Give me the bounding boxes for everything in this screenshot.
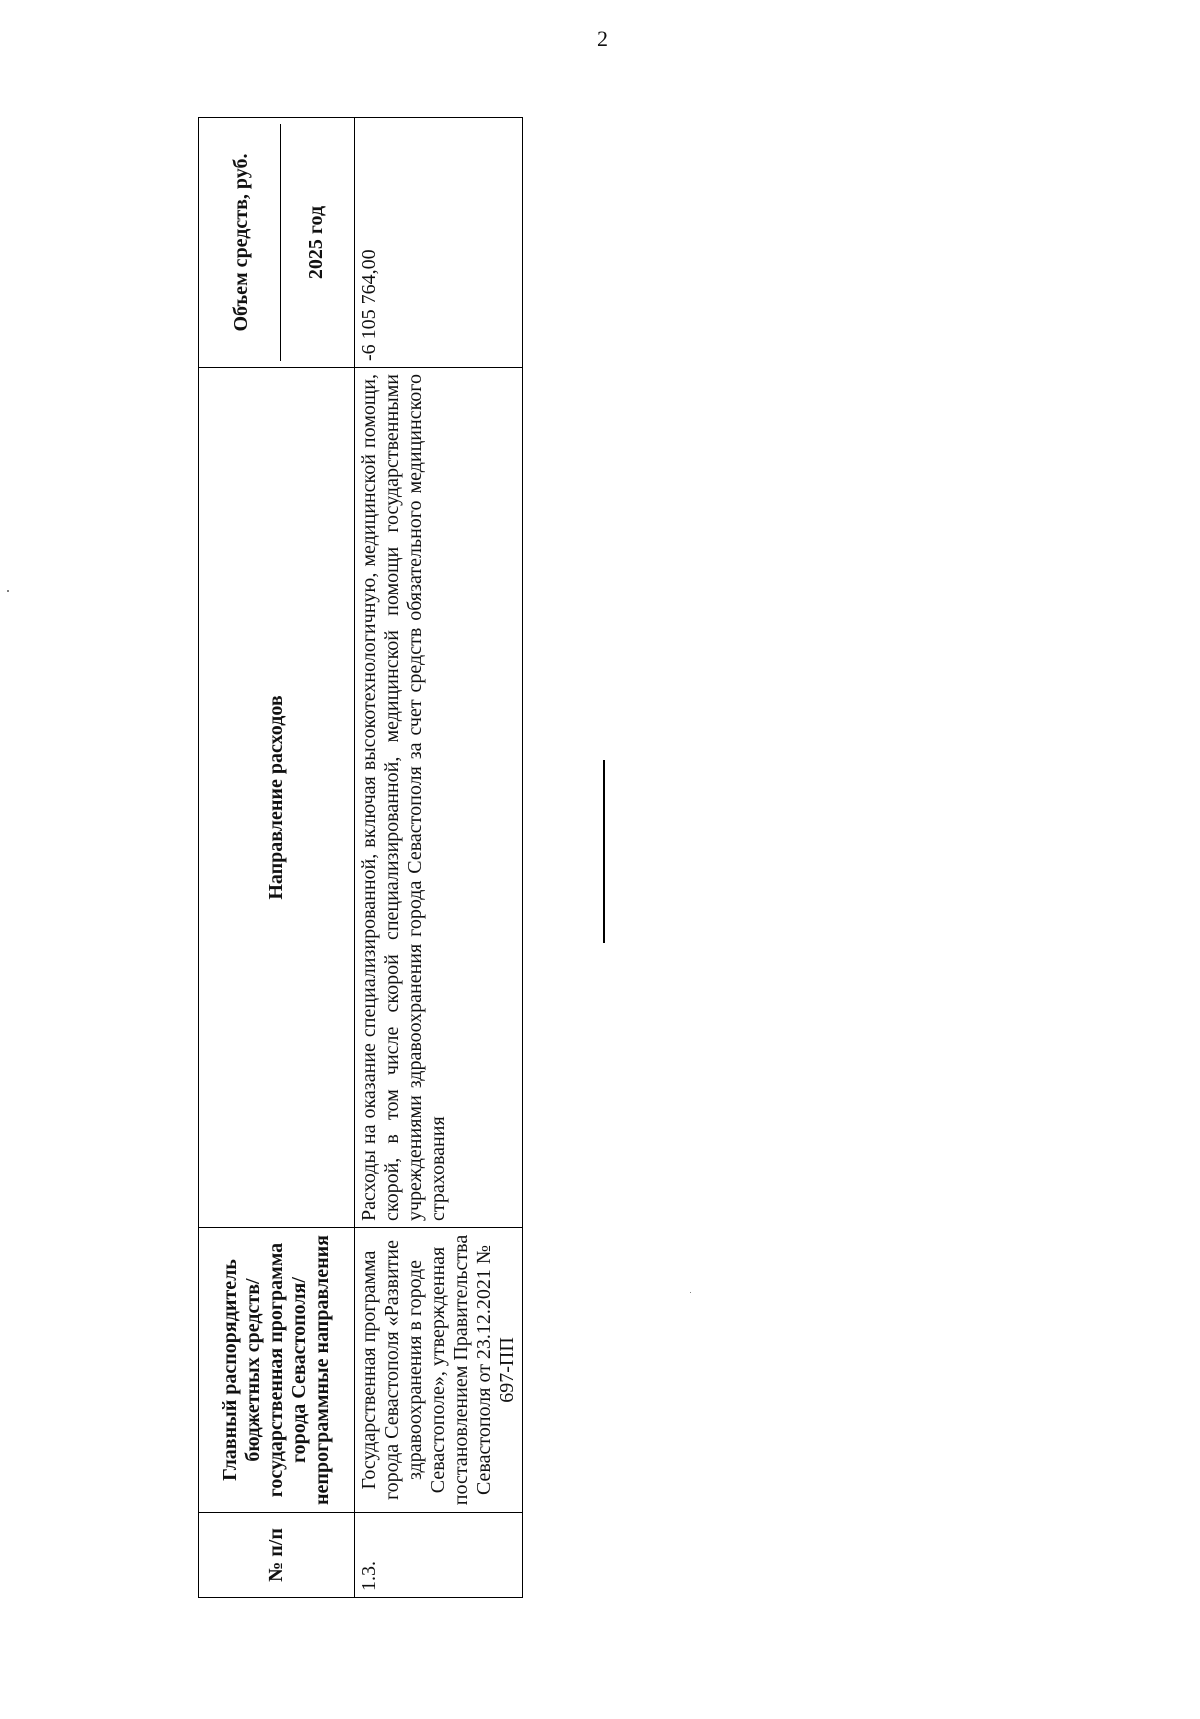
- page-number: 2: [597, 26, 608, 51]
- row-num: 1.3.: [355, 1513, 523, 1598]
- scan-speck: [7, 590, 9, 592]
- header-num: № п/п: [199, 1513, 355, 1598]
- scan-speck: [690, 1292, 691, 1293]
- row-volume: -6 105 764,00: [355, 118, 523, 368]
- header-volume-year: 2025 год: [304, 205, 327, 280]
- header-distributor: Главный распорядитель бюджетных средств/государственная программа города Севастополя/непрограммные направления: [199, 1228, 355, 1513]
- rotated-table-container: [198, 118, 523, 1598]
- separator-line: [603, 760, 605, 943]
- row-distributor: Государственная программа города Севастополя «Развитие здравоохранения в городе Севастополе», утвержденная постановлением Правительства Севастополя от 23.12.2021 № 697-ПП: [355, 1228, 523, 1513]
- header-direction: Направление расходов: [199, 368, 355, 1228]
- header-volume-title: Объем средств, руб.: [202, 124, 281, 361]
- header-volume: [199, 118, 355, 368]
- expenditure-table: [198, 117, 523, 1598]
- table-header-row: [199, 118, 355, 1598]
- table-row: [355, 118, 523, 1598]
- row-direction: Расходы на оказание специализированной, включая высокотехнологичную, медицинской помощи, скорой, в том числе скорой специализированной, медицинской помощи государственными учреждениями здравоохранения города Севастополя за счет средств обязательного медицинского страхования: [355, 368, 523, 1228]
